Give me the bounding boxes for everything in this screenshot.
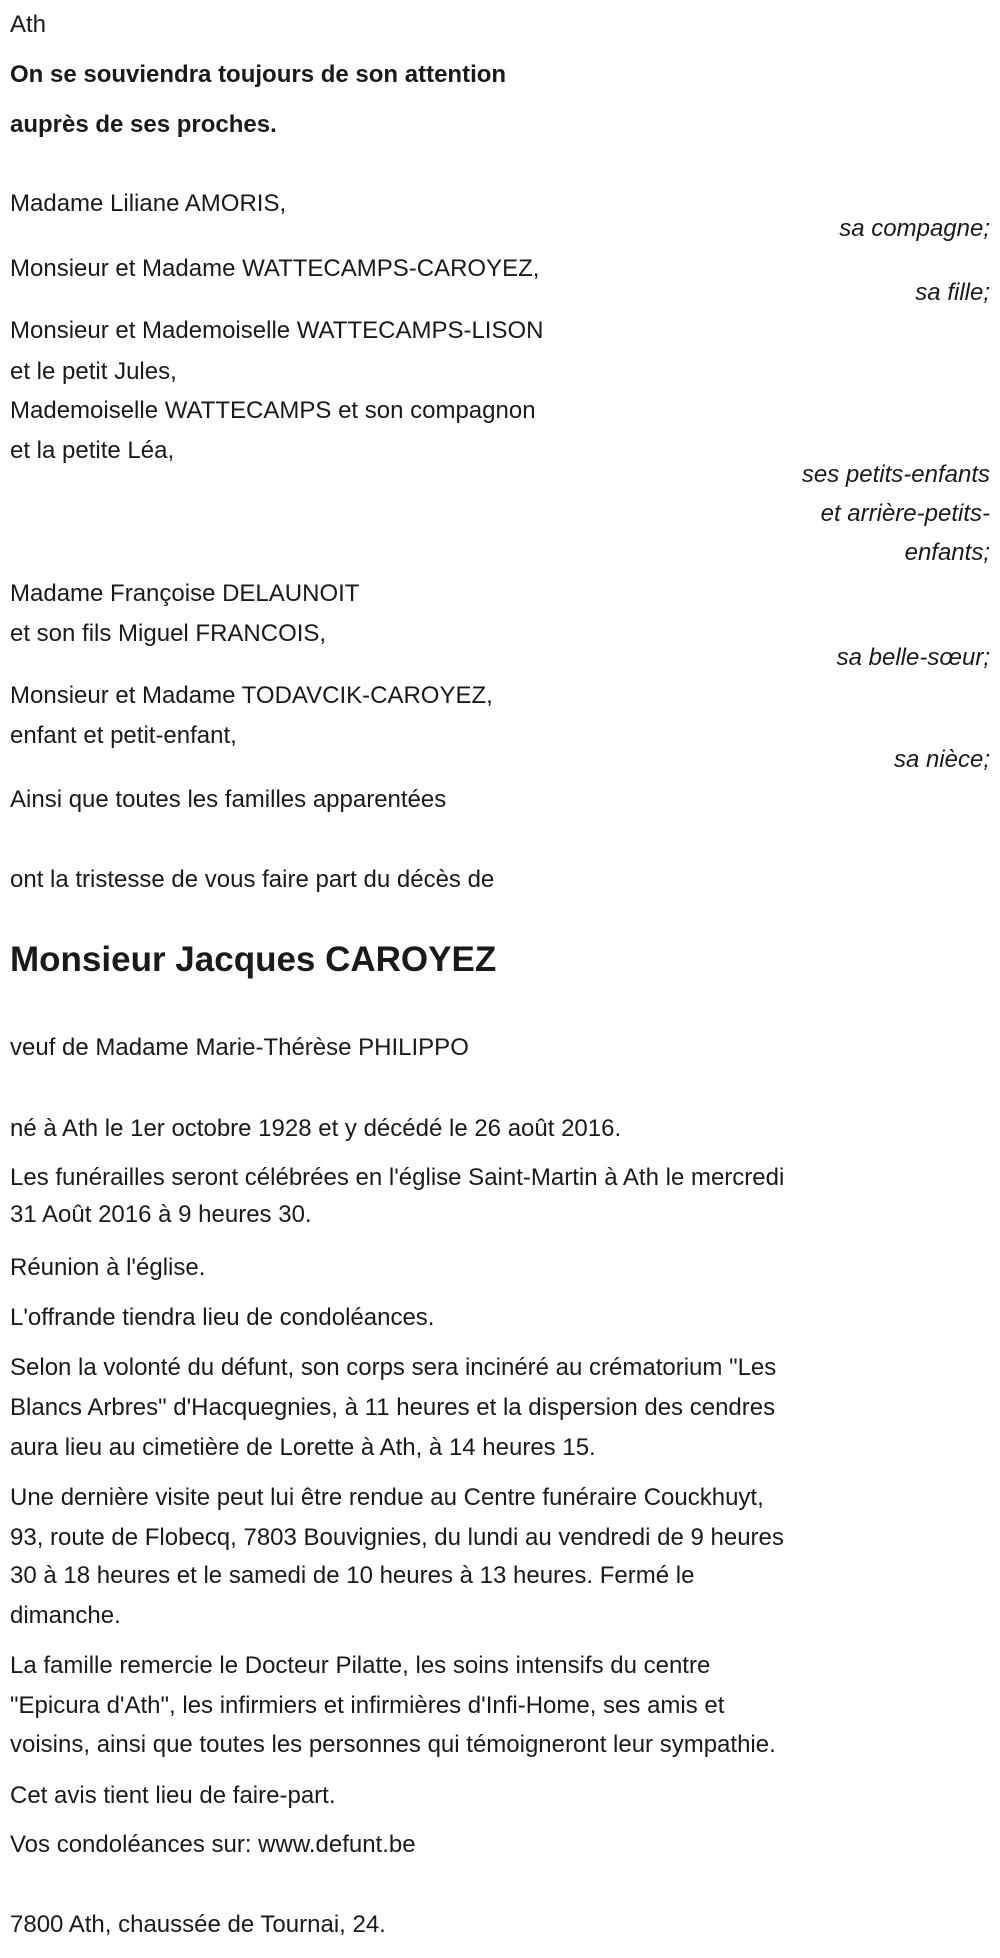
detail-line: 31 Août 2016 à 9 heures 30. [10, 1201, 312, 1228]
detail-line: aura lieu au cimetière de Lorette à Ath, à 14 heures 15. [10, 1434, 596, 1461]
detail-line: "Epicura d'Ath", les infirmiers et infirmières d'Infi-Home, ses amis et [10, 1692, 725, 1719]
family-relation: ses petits-enfants [801, 461, 990, 488]
family-member: Monsieur et Madame WATTECAMPS-CAROYEZ, [10, 255, 540, 282]
detail-line: Les funérailles seront célébrées en l'église Saint-Martin à Ath le mercredi [10, 1164, 785, 1191]
family-relation: enfants; [904, 539, 990, 566]
detail-line: Selon la volonté du défunt, son corps sera incinéré au crématorium "Les [10, 1354, 777, 1381]
family-member: Mademoiselle WATTECAMPS et son compagnon [10, 397, 536, 424]
widower: veuf de Madame Marie-Thérèse PHILIPPO [10, 1034, 469, 1061]
announcement: ont la tristesse de vous faire part du décès de [10, 866, 495, 893]
family-member: Monsieur et Mademoiselle WATTECAMPS-LISON [10, 317, 544, 344]
detail-line: Blancs Arbres" d'Hacquegnies, à 11 heures et la dispersion des cendres [10, 1394, 776, 1421]
motto-line: On se souviendra toujours de son attention [10, 61, 507, 88]
location: Ath [10, 11, 47, 38]
condolences-link[interactable]: Vos condoléances sur: www.defunt.be [10, 1831, 416, 1858]
detail-line: L'offrande tiendra lieu de condoléances. [10, 1304, 435, 1331]
address: 7800 Ath, chaussée de Tournai, 24. [10, 1911, 386, 1938]
detail-line: Réunion à l'église. [10, 1254, 206, 1281]
detail-line: né à Ath le 1er octobre 1928 et y décédé le 26 août 2016. [10, 1115, 622, 1142]
detail-line: dimanche. [10, 1602, 121, 1629]
detail-line: 93, route de Flobecq, 7803 Bouvignies, du lundi au vendredi de 9 heures [10, 1524, 784, 1551]
detail-line: 30 à 18 heures et le samedi de 10 heures à 13 heures. Fermé le [10, 1562, 695, 1589]
detail-line: La famille remercie le Docteur Pilatte, les soins intensifs du centre [10, 1652, 711, 1679]
family-member: Madame Françoise DELAUNOIT [10, 580, 360, 607]
family-relation: sa belle-sœur; [836, 644, 990, 671]
family-member: Madame Liliane AMORIS, [10, 190, 287, 217]
family-member: Monsieur et Madame TODAVCIK-CAROYEZ, [10, 682, 493, 709]
family-member: et le petit Jules, [10, 358, 177, 385]
motto-line: auprès de ses proches. [10, 111, 277, 138]
family-member: et la petite Léa, [10, 437, 175, 464]
detail-line: Cet avis tient lieu de faire-part. [10, 1782, 336, 1809]
family-relation: et arrière-petits- [820, 500, 990, 527]
family-relation: sa nièce; [893, 746, 990, 773]
deceased-name: Monsieur Jacques CAROYEZ [10, 940, 497, 979]
family-member: enfant et petit-enfant, [10, 722, 237, 749]
relatives: Ainsi que toutes les familles apparentées [10, 786, 447, 813]
family-relation: sa compagne; [839, 215, 990, 242]
family-relation: sa fille; [915, 279, 990, 306]
family-member: et son fils Miguel FRANCOIS, [10, 620, 327, 647]
detail-line: voisins, ainsi que toutes les personnes qui témoigneront leur sympathie. [10, 1731, 776, 1758]
detail-line: Une dernière visite peut lui être rendue au Centre funéraire Couckhuyt, [10, 1484, 764, 1511]
